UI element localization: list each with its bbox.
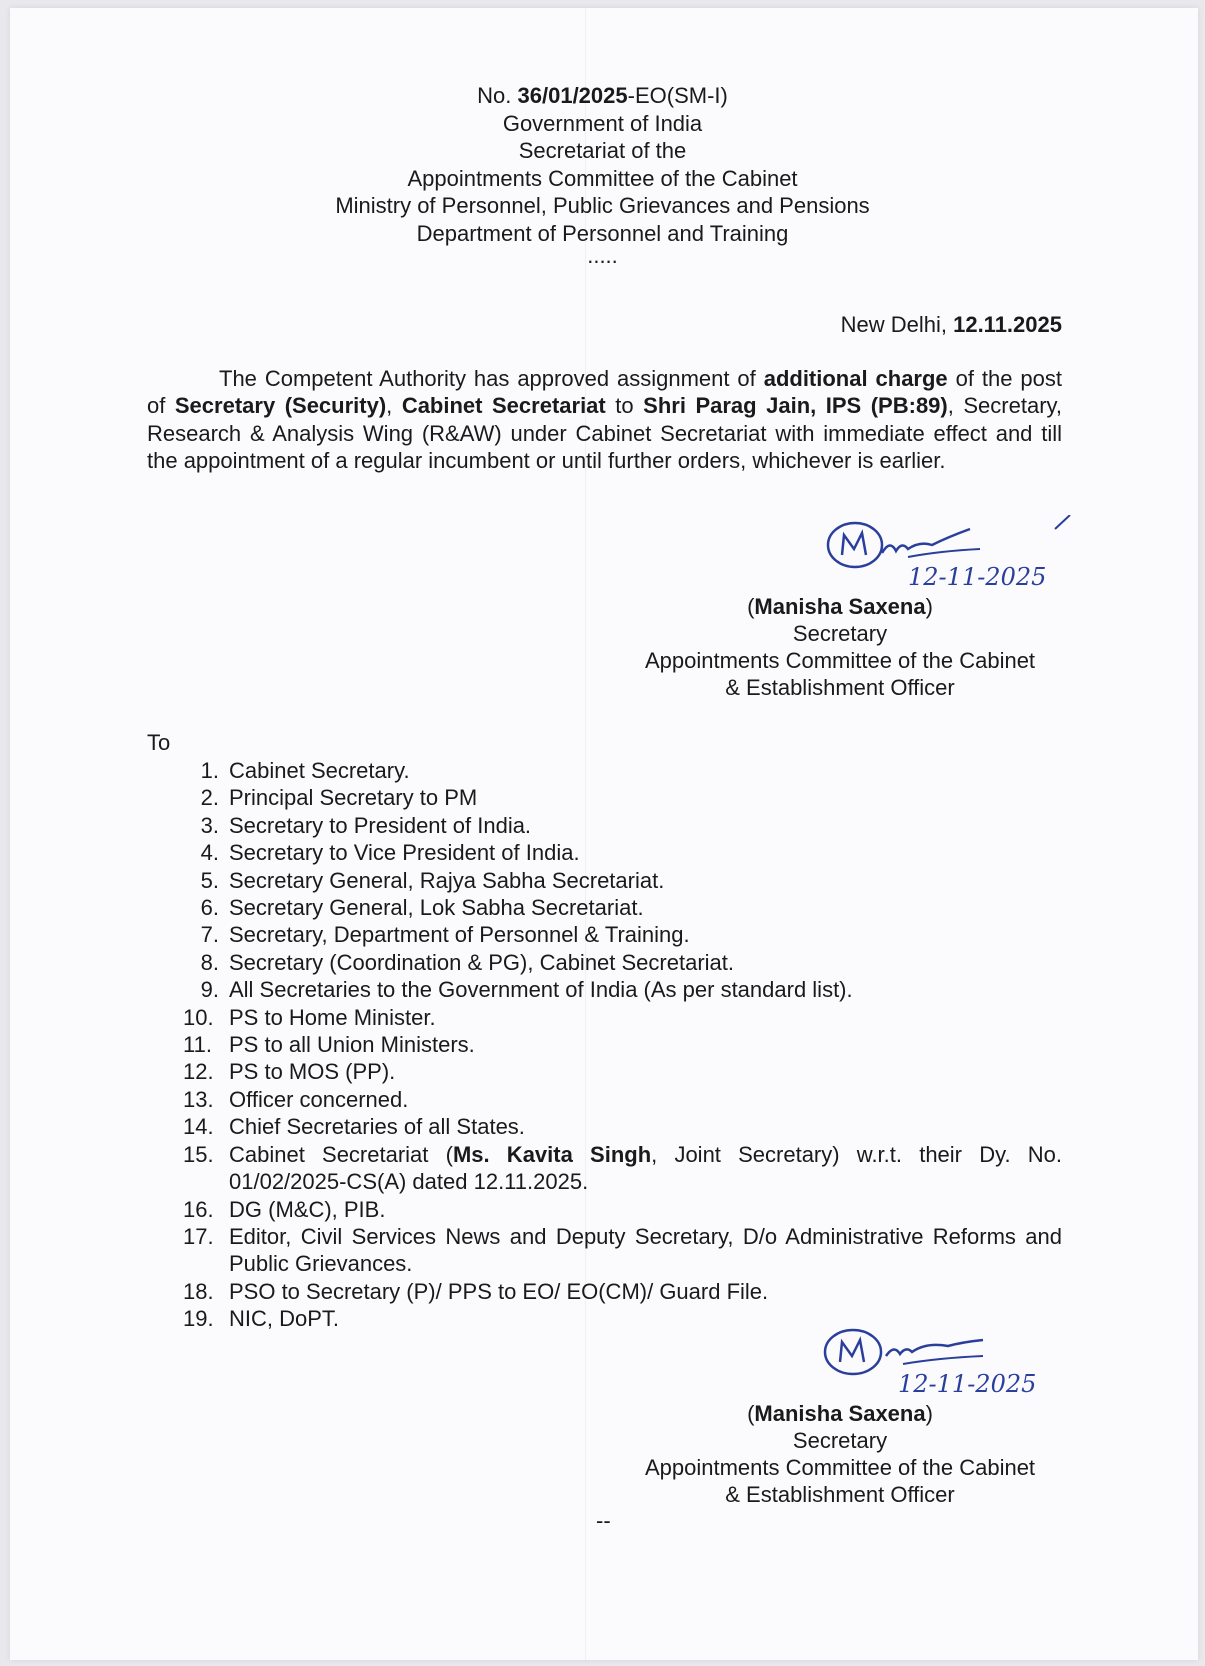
file-number: No. 36/01/2025-EO(SM-I) [477, 83, 728, 108]
to-label: To [147, 730, 171, 755]
signatory-role: & Establishment Officer [725, 1482, 955, 1507]
issue-date: New Delhi, 12.11.2025 [840, 312, 1062, 337]
signatory-org: Appointments Committee of the Cabinet [644, 1455, 1036, 1480]
handwritten-signature [818, 1320, 1078, 1400]
list-item: 3. Secretary to President of India. [200, 812, 532, 838]
header-line: Government of India [502, 110, 703, 136]
list-item: 18. PSO to Secretary (P)/ PPS to EO/ EO(CM)/ Guard File. [183, 1278, 769, 1304]
list-item: 4. Secretary to Vice President of India. [200, 840, 580, 866]
list-item: 14. Chief Secretaries of all States. [183, 1114, 525, 1140]
end-mark: -- [596, 1508, 611, 1533]
header-line: Department of Personnel and Training [416, 220, 789, 246]
list-item: 17. Editor, Civil Services News and Deputy Secretary, D/o Administrative Reforms and Public Grievances. [183, 1223, 1062, 1277]
signatory-name: (Manisha Saxena) [747, 594, 933, 619]
header-dots: ..... [587, 243, 618, 268]
signature-block [620, 1400, 1060, 1508]
list-item: 19. NIC, DoPT. [183, 1306, 340, 1332]
signatory-org: Appointments Committee of the Cabinet [644, 648, 1036, 673]
document-header [0, 82, 1205, 268]
signatory-designation: Secretary [792, 1428, 888, 1453]
header-line: Ministry of Personnel, Public Grievances and Pensions [335, 193, 870, 218]
header-line: Secretariat of the [518, 138, 687, 163]
signatory-designation: Secretary [792, 621, 888, 646]
list-item: 16. DG (M&C), PIB. [183, 1196, 386, 1222]
list-item: 1. Cabinet Secretary. [200, 758, 410, 783]
list-item: 6. Secretary General, Lok Sabha Secretariat. [200, 895, 644, 921]
list-item: 11. PS to all Union Ministers. [183, 1032, 475, 1058]
list-item: 10. PS to Home Minister. [183, 1004, 436, 1030]
header-line: Appointments Committee of the Cabinet [407, 165, 798, 191]
order-paragraph: The Competent Authority has approved assignment of additional charge of the post of Secretary (Security), Cabinet Secretariat to Shri Parag Jain, IPS (PB:89), Secretary, Research & Analysis Wing (R&AW) under Cabinet Secretariat with immediate effect and till the appointment of a regular incumbent or until further orders, whichever is earlier. [147, 366, 1063, 474]
list-item: 15. Cabinet Secretariat (Ms. Kavita Singh, Joint Secretary) w.r.t. their Dy. No. 01/02/2025-CS(A) dated 12.11.2025. [183, 1141, 1062, 1195]
recipient-list [150, 757, 1062, 1333]
signatory-name: (Manisha Saxena) [747, 1401, 933, 1426]
signature-block [620, 593, 1060, 701]
handwritten-signature [820, 515, 1080, 595]
list-item: 7. Secretary, Department of Personnel & Training. [200, 922, 690, 948]
list-item: 9. All Secretaries to the Government of India (As per standard list). [200, 977, 853, 1003]
list-item: 13. Officer concerned. [183, 1086, 409, 1112]
list-item: 12. PS to MOS (PP). [183, 1059, 396, 1085]
list-item: 2. Principal Secretary to PM [200, 785, 478, 811]
list-item: 5. Secretary General, Rajya Sabha Secretariat. [200, 867, 665, 893]
handwritten-date: 12-11-2025 [898, 1370, 1037, 1398]
handwritten-date: 12-11-2025 [908, 563, 1047, 591]
signatory-role: & Establishment Officer [725, 675, 955, 700]
list-item: 8. Secretary (Coordination & PG), Cabinet Secretariat. [200, 949, 735, 975]
